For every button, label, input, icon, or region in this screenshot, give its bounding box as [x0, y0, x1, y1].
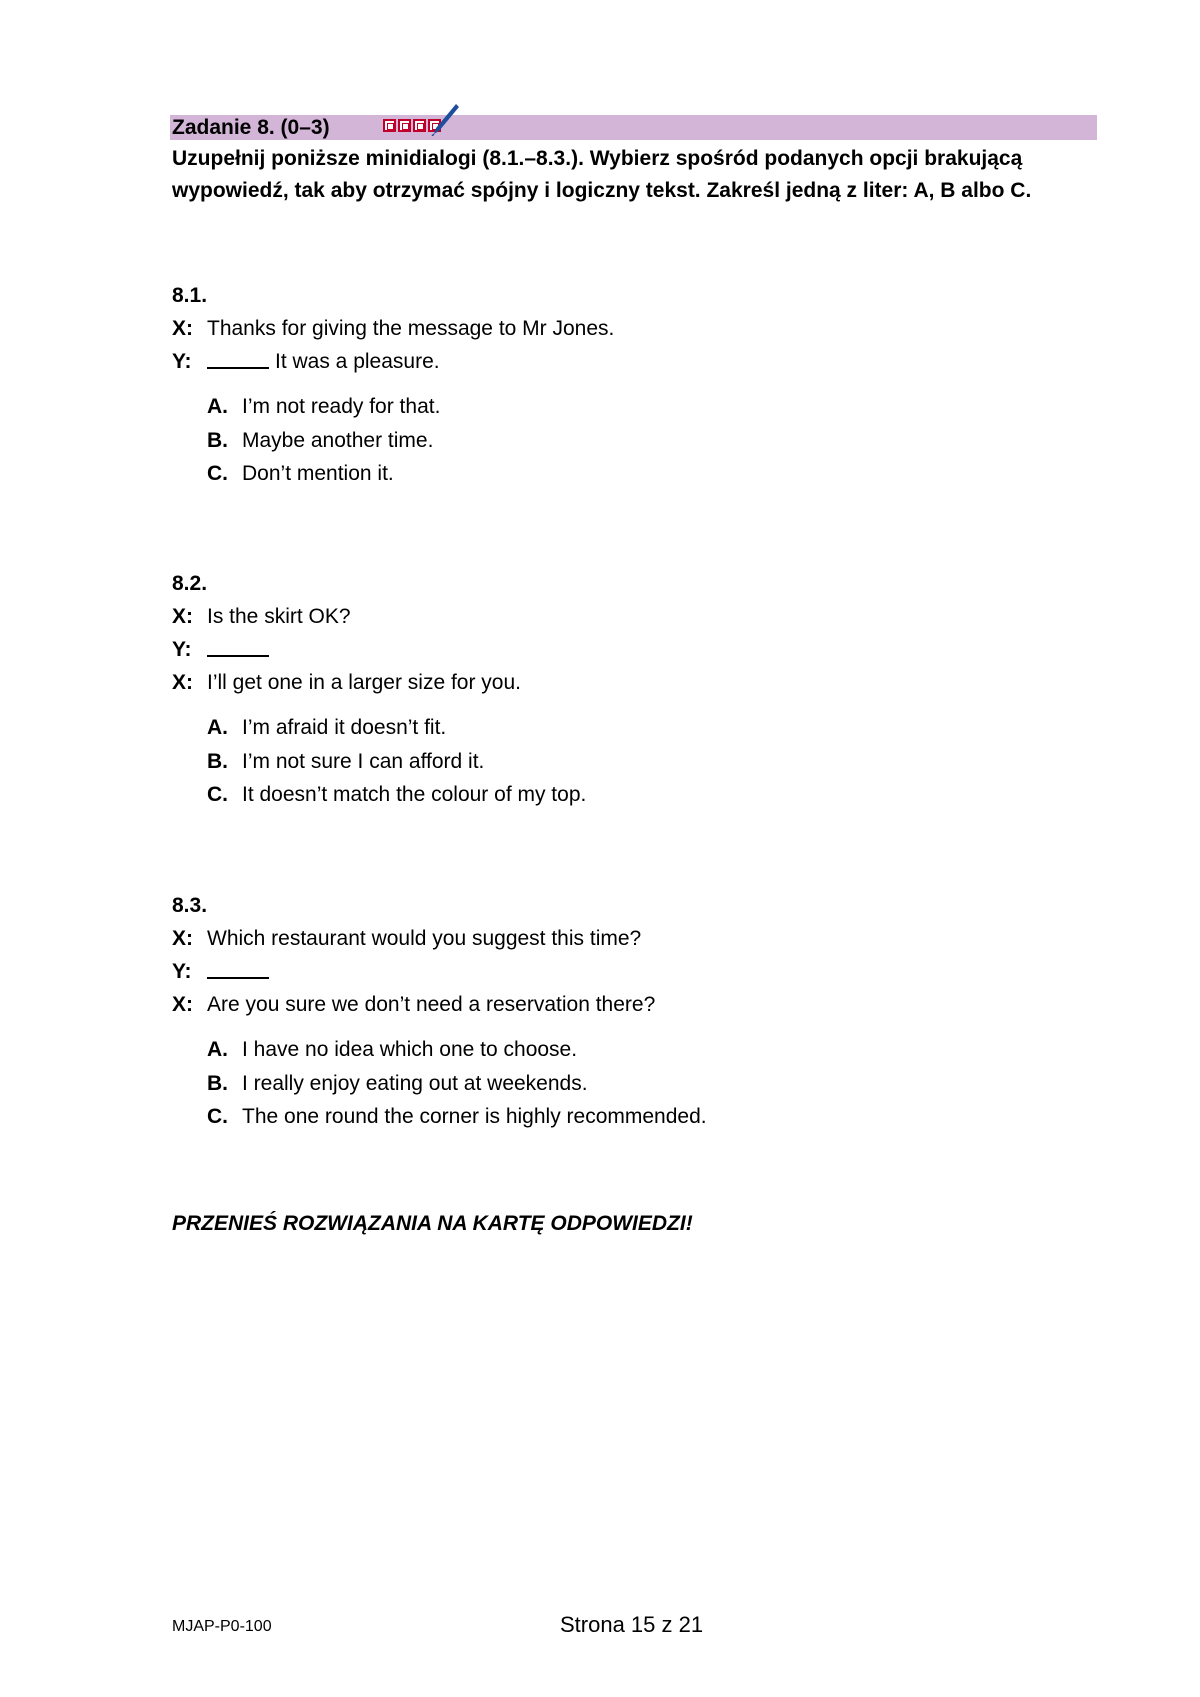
option-text: The one round the corner is highly recommended. [242, 1105, 707, 1128]
dialogue-text: Which restaurant would you suggest this time? [207, 927, 642, 950]
dialogue-text: Is the skirt OK? [207, 605, 351, 628]
answer-options [172, 390, 614, 491]
option-letter[interactable]: A. [207, 716, 228, 739]
option-letter[interactable]: B. [207, 428, 228, 452]
option-b[interactable] [207, 424, 614, 458]
speaker-label: X: [172, 605, 193, 628]
option-text: It doesn’t match the colour of my top. [242, 783, 587, 806]
option-text: I’m afraid it doesn’t fit. [242, 716, 447, 739]
option-text: Maybe another time. [242, 428, 434, 452]
dialogue-line [172, 345, 614, 378]
question-number: 8.2. [172, 572, 208, 595]
transfer-answers-note: PRZENIEŚ ROZWIĄZANIA NA KARTĘ ODPOWIEDZI! [172, 1212, 693, 1235]
speaker-label: X: [172, 993, 193, 1016]
option-text: I really enjoy eating out at weekends. [242, 1071, 588, 1095]
answer-blank [207, 633, 269, 657]
dialogue-line [172, 633, 586, 666]
dialogue-line [172, 666, 586, 699]
task-instructions: Uzupełnij poniższe minidialogi (8.1.–8.3.). Wybierz spośród podanych opcji brakującą wypowiedź, tak aby otrzymać spójny i logiczny tekst. Zakreśl jedną z liter: A, B albo C. [172, 147, 1032, 202]
answer-options [172, 711, 586, 812]
option-a[interactable] [207, 390, 614, 424]
answer-blank [207, 345, 269, 369]
option-b[interactable] [207, 745, 586, 779]
speaker-label: X: [172, 317, 193, 340]
dialogue-line [172, 600, 586, 633]
question-8-3 [172, 889, 707, 1134]
option-letter[interactable]: C. [207, 462, 228, 485]
pen-icon [430, 102, 460, 136]
speaker-label: Y: [172, 638, 192, 661]
question-number: 8.3. [172, 894, 208, 917]
dialogue-line [172, 988, 707, 1021]
option-letter[interactable]: B. [207, 1071, 228, 1095]
option-b[interactable] [207, 1067, 707, 1101]
speaker-label: X: [172, 927, 193, 950]
dialogue-line [172, 955, 707, 988]
option-text: Don’t mention it. [242, 462, 394, 485]
exam-code: MJAP-P0-100 [172, 1618, 272, 1635]
option-c[interactable] [207, 457, 614, 491]
dialogue-text: It was a pleasure. [275, 350, 440, 373]
question-8-1 [172, 279, 614, 491]
option-letter[interactable]: C. [207, 1105, 228, 1128]
speaker-label: Y: [172, 960, 192, 983]
dialogue-text: I’ll get one in a larger size for you. [207, 671, 521, 694]
answer-blank [207, 955, 269, 979]
dialogue-text: Are you sure we don’t need a reservation there? [207, 993, 656, 1016]
option-c[interactable] [207, 778, 586, 812]
dialogue-text: Thanks for giving the message to Mr Jones. [207, 317, 615, 340]
option-letter[interactable]: B. [207, 749, 228, 773]
option-c[interactable] [207, 1100, 707, 1134]
speaker-label: Y: [172, 350, 192, 373]
dialogue-line [172, 312, 614, 345]
option-text: I’m not sure I can afford it. [242, 749, 485, 773]
option-text: I have no idea which one to choose. [242, 1038, 578, 1061]
option-a[interactable] [207, 1033, 707, 1067]
option-a[interactable] [207, 711, 586, 745]
option-letter[interactable]: A. [207, 1038, 228, 1061]
question-8-2 [172, 567, 586, 812]
page-number: Strona 15 z 21 [560, 1612, 704, 1637]
option-letter[interactable]: C. [207, 783, 228, 806]
answer-options [172, 1033, 707, 1134]
speaker-label: X: [172, 671, 193, 694]
option-letter[interactable]: A. [207, 395, 228, 418]
option-text: I’m not ready for that. [242, 395, 441, 418]
task-title: Zadanie 8. (0–3) [172, 116, 330, 139]
question-number: 8.1. [172, 284, 208, 307]
dialogue-line [172, 922, 707, 955]
